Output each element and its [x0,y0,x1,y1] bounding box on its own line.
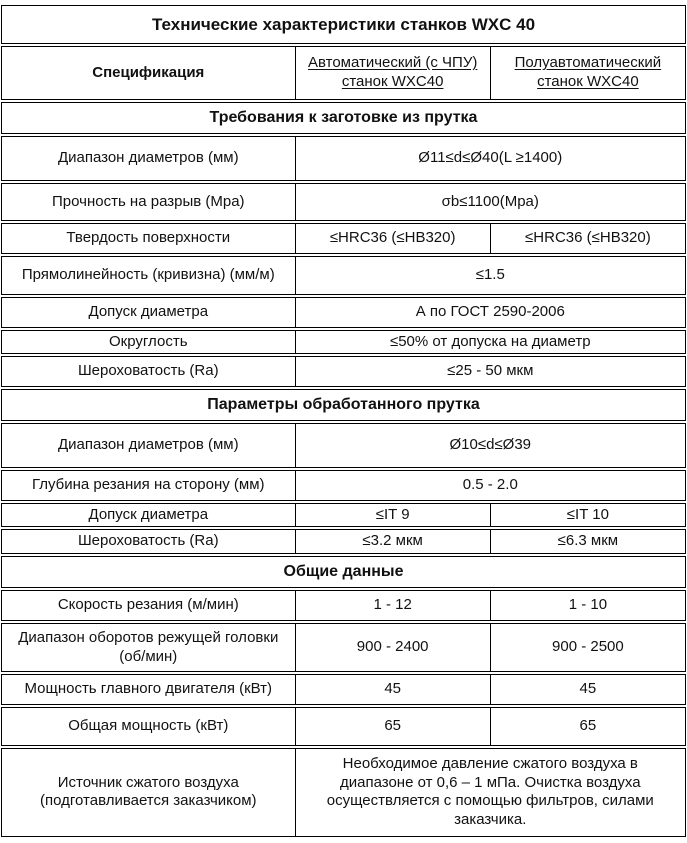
section-row [1,102,686,134]
row-label: Допуск диаметра [1,503,296,528]
table-row [1,223,686,254]
row-label: Твердость поверхности [1,223,296,254]
row-value-automatic: 45 [296,674,491,705]
row-value: ≤25 - 50 мкм [296,356,686,387]
table-row [1,356,686,387]
column-header-specification: Спецификация [1,46,296,100]
row-value: Ø11≤d≤Ø40(L ≥1400) [296,136,686,181]
row-value: А по ГОСТ 2590-2006 [296,297,686,328]
row-value: ≤1.5 [296,256,686,295]
row-label: Источник сжатого воздуха (подготавливается заказчиком) [1,748,296,837]
table-row [1,256,686,295]
table-row [1,748,686,837]
row-value: Ø10≤d≤Ø39 [296,423,686,468]
row-label: Диапазон оборотов режущей головки (об/мин) [1,623,296,673]
row-label: Мощность главного двигателя (кВт) [1,674,296,705]
table-row [1,623,686,673]
row-label: Скорость резания (м/мин) [1,590,296,621]
row-value-automatic: ≤HRC36 (≤HB320) [296,223,491,254]
table-row [1,529,686,554]
table-row [1,707,686,746]
column-header-semiautomatic-label: Полуавтоматический станок WXC40 [514,54,662,90]
section-title-blank-requirements: Требования к заготовке из прутка [1,102,686,134]
table-row [1,674,686,705]
table-row [1,297,686,328]
table-row [1,330,686,355]
section-title-processed-bar: Параметры обработанного прутка [1,389,686,421]
row-label: Шероховатость (Ra) [1,356,296,387]
row-value-automatic: ≤3.2 мкм [296,529,491,554]
section-title-general-data: Общие данные [1,556,686,588]
row-value-automatic: 65 [296,707,491,746]
row-value-semiautomatic: 65 [491,707,686,746]
row-value-semiautomatic: ≤HRC36 (≤HB320) [491,223,686,254]
row-value-automatic: 1 - 12 [296,590,491,621]
row-value-semiautomatic: 45 [491,674,686,705]
row-value: ≤50% от допуска на диаметр [296,330,686,355]
title-row [1,5,686,44]
table-row [1,470,686,501]
table-row [1,136,686,181]
spec-table [1,3,686,839]
row-value-semiautomatic: 1 - 10 [491,590,686,621]
row-label: Общая мощность (кВт) [1,707,296,746]
table-row [1,590,686,621]
column-header-automatic-label: Автоматический (с ЧПУ) станок WXC40 [307,54,478,90]
table-row [1,183,686,222]
table-row [1,503,686,528]
row-label: Прочность на разрыв (Mpa) [1,183,296,222]
row-value: Необходимое давление сжатого воздуха в диапазоне от 0,6 – 1 мПа. Очистка воздуха осуществляется с помощью фильтров, силами заказчика. [296,748,686,837]
row-label: Допуск диаметра [1,297,296,328]
section-row [1,389,686,421]
row-label: Шероховатость (Ra) [1,529,296,554]
section-row [1,556,686,588]
column-header-automatic [296,46,491,100]
row-label: Диапазон диаметров (мм) [1,136,296,181]
row-value: 0.5 - 2.0 [296,470,686,501]
row-value-semiautomatic: 900 - 2500 [491,623,686,673]
row-value-semiautomatic: ≤IT 10 [491,503,686,528]
row-value-semiautomatic: ≤6.3 мкм [491,529,686,554]
row-label: Диапазон диаметров (мм) [1,423,296,468]
row-label: Округлость [1,330,296,355]
row-value-automatic: ≤IT 9 [296,503,491,528]
table-row [1,423,686,468]
row-label: Прямолинейность (кривизна) (мм/м) [1,256,296,295]
column-header-semiautomatic [491,46,686,100]
page-title: Технические характеристики станков WXC 40 [1,5,686,44]
header-row [1,46,686,100]
row-value: σb≤1100(Mpa) [296,183,686,222]
row-label: Глубина резания на сторону (мм) [1,470,296,501]
row-value-automatic: 900 - 2400 [296,623,491,673]
